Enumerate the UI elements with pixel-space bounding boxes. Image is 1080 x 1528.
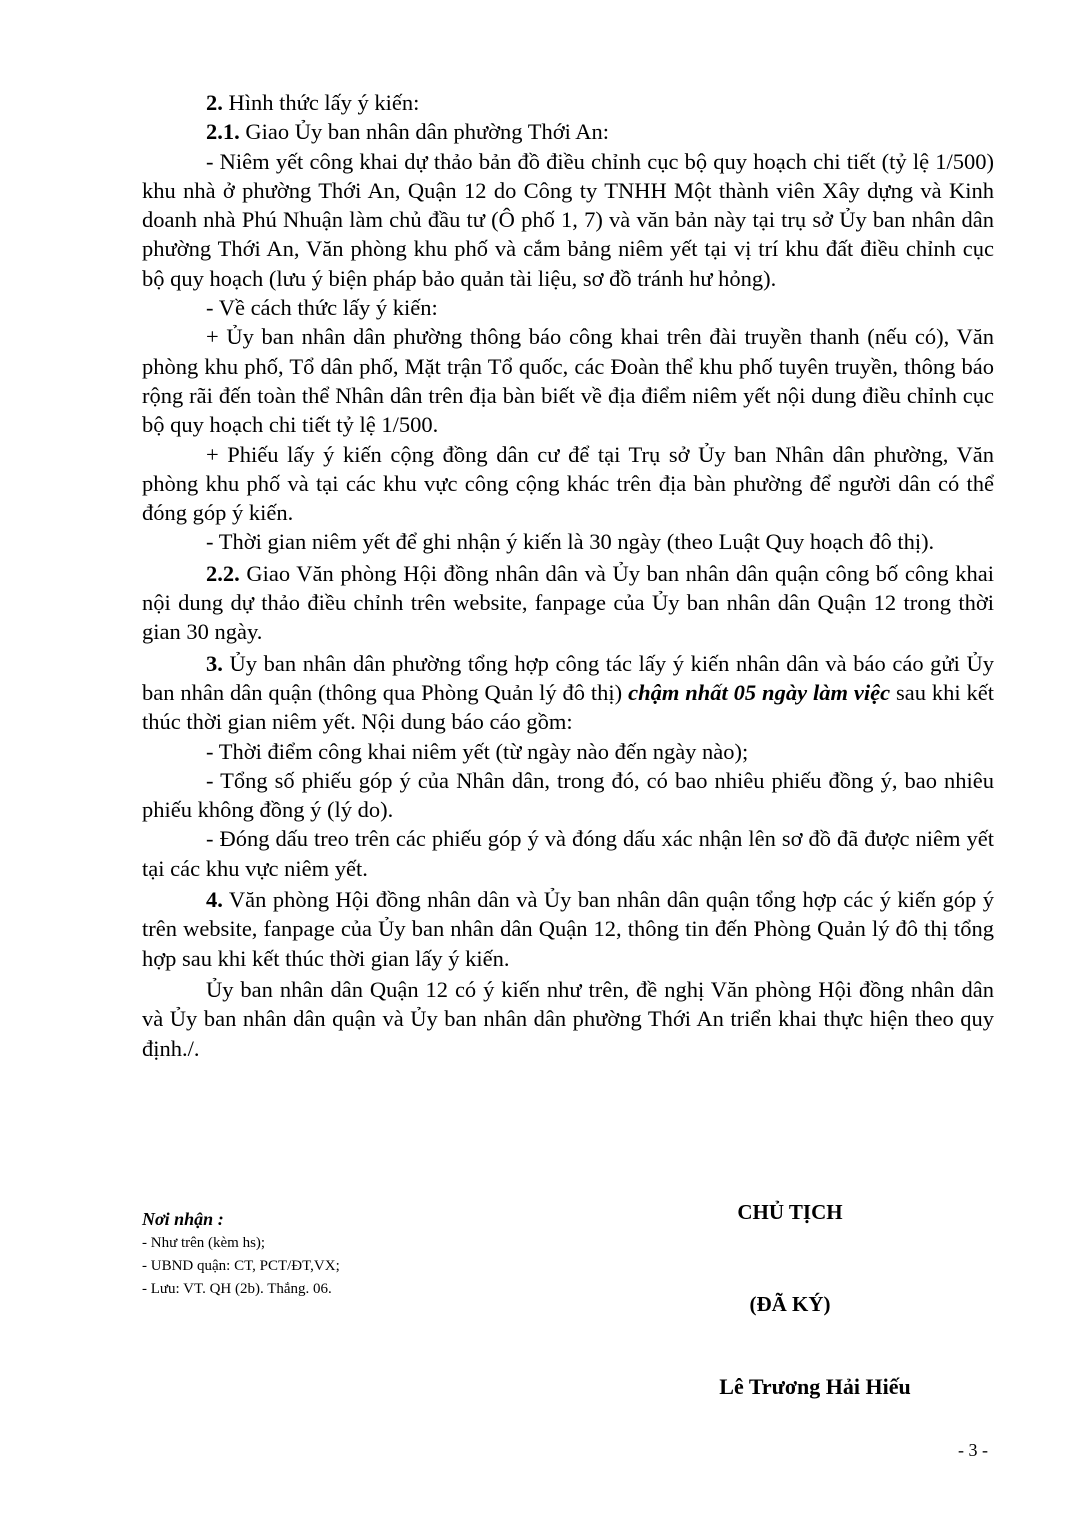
paragraph-announcement <box>142 322 994 439</box>
deadline-emphasis: chậm nhất 05 ngày làm việc <box>628 679 891 705</box>
paragraph-text: - Về cách thức lấy ý kiến: <box>206 295 438 321</box>
paragraph-ballot <box>142 440 994 528</box>
page-number: - 3 - <box>958 1440 988 1460</box>
recipient-item: - UBND quận: CT, PCT/ĐT,VX; <box>142 1258 340 1274</box>
paragraph-text: Ủy ban nhân dân phường tổng hợp công tác lấy ý kiến nhân dân và báo cáo gửi Ủy ban nhân dân quận (thông qua Phòng Quản lý đô thị) <box>142 650 994 705</box>
paragraph-report-count <box>142 766 994 825</box>
paragraph-report-time <box>142 737 994 766</box>
paragraph-section-2-2 <box>142 559 994 647</box>
section-number: 4. <box>206 887 223 913</box>
paragraph-text: - Thời gian niêm yết để ghi nhận ý kiến là 30 ngày (theo Luật Quy hoạch đô thị). <box>206 529 935 555</box>
paragraph-posting <box>142 147 994 293</box>
signer-name: Lê Trương Hải Hiếu <box>719 1374 911 1399</box>
section-number: 2.1. <box>206 119 240 145</box>
paragraph-text-tail: sau khi kết thúc thời gian niêm yết. Nội dung báo cáo gồm: <box>142 679 995 735</box>
paragraph-closing <box>142 975 994 1063</box>
signer-title: CHỦ TỊCH <box>737 1200 843 1224</box>
paragraph-text: - Niêm yết công khai dự thảo bản đồ điều chỉnh cục bộ quy hoạch chi tiết (tỷ lệ 1/500) khu nhà ở phường Thới An, Quận 12 do Công ty TNHH Một thành viên Xây dựng và Kinh doanh nhà Phú Nhuận làm chủ đầu tư (Ô phố 1, 7) và văn bản này tại trụ sở Ủy ban nhân dân phường Thới An, Văn phòng khu phố và cắm bảng niêm yết tại vị trí khu đất điều chỉnh cục bộ quy hoạch (lưu ý biện pháp bảo quản tài liệu, sơ đồ tránh hư hỏng). <box>142 148 994 291</box>
section-number: 2. <box>206 90 223 115</box>
paragraph-section-4 <box>142 885 994 973</box>
recipient-item: - Lưu: VT. QH (2b). Thắng. 06. <box>142 1281 332 1297</box>
paragraph-text: Giao Văn phòng Hội đồng nhân dân và Ủy ban nhân dân quận công bố công khai nội dung dự thảo điều chỉnh trên website, fanpage của Ủy ban nhân dân Quận 12 trong thời gian 30 ngày. <box>142 560 994 645</box>
paragraph-text: Văn phòng Hội đồng nhân dân và Ủy ban nhân dân quận tổng hợp các ý kiến góp ý trên website, fanpage của Ủy ban nhân dân Quận 12, thông tin đến Phòng Quản lý đô thị tổng hợp sau khi kết thúc thời gian lấy ý kiến. <box>142 887 994 971</box>
signed-status: (ĐÃ KÝ) <box>749 1292 831 1316</box>
paragraph-text: - Đóng dấu treo trên các phiếu góp ý và đóng dấu xác nhận lên sơ đồ đã được niêm yết tại các khu vực niêm yết. <box>142 826 994 881</box>
paragraph-text: Ủy ban nhân dân Quận 12 có ý kiến như trên, đề nghị Văn phòng Hội đồng nhân dân và Ủy ban nhân dân quận và Ủy ban nhân dân phường Thới An triển khai thực hiện theo quy định./. <box>142 976 994 1061</box>
paragraph-report-stamp <box>142 824 994 883</box>
paragraph-text: Giao Ủy ban nhân dân phường Thới An: <box>239 119 610 145</box>
recipients-title: Nơi nhận : <box>142 1209 224 1229</box>
paragraph-section-2 <box>142 88 994 117</box>
document-body <box>142 88 994 1063</box>
paragraph-text: + Phiếu lấy ý kiến cộng đồng dân cư để tại Trụ sở Ủy ban Nhân dân phường, Văn phòng khu phố và tại các khu vực công cộng khác trên địa bàn phường để người dân có thể đóng góp ý kiến. <box>142 441 994 526</box>
section-number: 3. <box>206 650 223 676</box>
paragraph-duration <box>142 527 994 556</box>
recipient-item: - Như trên (kèm hs); <box>142 1235 266 1251</box>
paragraph-text: - Tổng số phiếu góp ý của Nhân dân, trong đó, có bao nhiêu phiếu đồng ý, bao nhiêu phiếu không đồng ý (lý do). <box>142 767 994 823</box>
section-number: 2.2. <box>206 560 240 586</box>
paragraph-text: - Thời điểm công khai niêm yết (từ ngày nào đến ngày nào); <box>206 738 749 764</box>
paragraph-text: + Ủy ban nhân dân phường thông báo công khai trên đài truyền thanh (nếu có), Văn phòng khu phố, Tổ dân phố, Mặt trận Tổ quốc, các Đoàn thể khu phố tuyên truyền, thông báo rộng rãi đến toàn thể Nhân dân trên địa bàn biết về địa điểm niêm yết nội dung điều chỉnh cục bộ quy hoạch chi tiết tỷ lệ 1/500. <box>142 324 994 438</box>
recipients-block <box>142 1208 562 1301</box>
paragraph-section-2-1 <box>142 117 994 146</box>
paragraph-method <box>142 293 994 322</box>
paragraph-text: Hình thức lấy ý kiến: <box>222 90 420 115</box>
paragraph-section-3 <box>142 649 994 737</box>
